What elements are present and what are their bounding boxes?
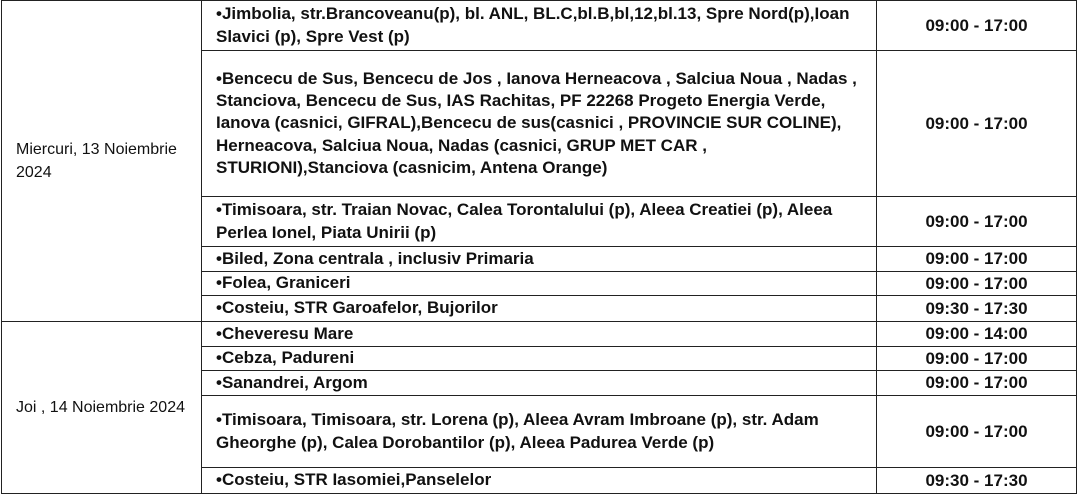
time-cell: 09:00 - 17:00 — [877, 247, 1077, 272]
location-cell: •Costeiu, STR Iasomiei,Panselelor — [202, 468, 877, 494]
time-cell: 09:00 - 17:00 — [877, 51, 1077, 197]
time-cell: 09:00 - 14:00 — [877, 322, 1077, 347]
location-cell: •Cebza, Padureni — [202, 347, 877, 371]
location-cell: •Sanandrei, Argom — [202, 371, 877, 396]
location-cell: •Costeiu, STR Garoafelor, Bujorilor — [202, 296, 877, 322]
time-cell: 09:30 - 17:30 — [877, 468, 1077, 494]
location-cell: •Bencecu de Sus, Bencecu de Jos , Ianova Herneacova , Salciua Noua , Nadas , Stanciova, Bencecu de Sus, IAS Rachitas, PF 22268 Progeto Energia Verde, Ianova (casnici, GIFRAL),Bencecu de sus(casnici , PROVINCIE SUR COLINE), Herneacova, Salciua Noua, Nadas (casnici, GRUP MET CAR , STURIONI),Stanciova (casnicim, Antena Orange) — [202, 51, 877, 197]
table-row — [2, 322, 1077, 347]
location-cell: •Timisoara, str. Traian Novac, Calea Torontalului (p), Aleea Creatiei (p), Aleea Perlea Ionel, Piata Unirii (p) — [202, 197, 877, 247]
location-cell: •Jimbolia, str.Brancoveanu(p), bl. ANL, BL.C,bl.B,bl,12,bl.13, Spre Nord(p),Ioan Slavici (p), Spre Vest (p) — [202, 1, 877, 51]
time-cell: 09:00 - 17:00 — [877, 272, 1077, 296]
table-row — [2, 1, 1077, 51]
location-cell: •Folea, Graniceri — [202, 272, 877, 296]
date-cell: Joi , 14 Noiembrie 2024 — [2, 322, 202, 494]
outage-schedule-table — [1, 0, 1077, 494]
time-cell: 09:00 - 17:00 — [877, 1, 1077, 51]
location-cell: •Biled, Zona centrala , inclusiv Primaria — [202, 247, 877, 272]
time-cell: 09:00 - 17:00 — [877, 197, 1077, 247]
time-cell: 09:00 - 17:00 — [877, 371, 1077, 396]
time-cell: 09:30 - 17:30 — [877, 296, 1077, 322]
time-cell: 09:00 - 17:00 — [877, 347, 1077, 371]
location-cell: •Timisoara, Timisoara, str. Lorena (p), Aleea Avram Imbroane (p), str. Adam Gheorghe (p), Calea Dorobantilor (p), Aleea Padurea Verde (p) — [202, 396, 877, 468]
date-cell: Miercuri, 13 Noiembrie 2024 — [2, 1, 202, 322]
time-cell: 09:00 - 17:00 — [877, 396, 1077, 468]
location-cell: •Cheveresu Mare — [202, 322, 877, 347]
